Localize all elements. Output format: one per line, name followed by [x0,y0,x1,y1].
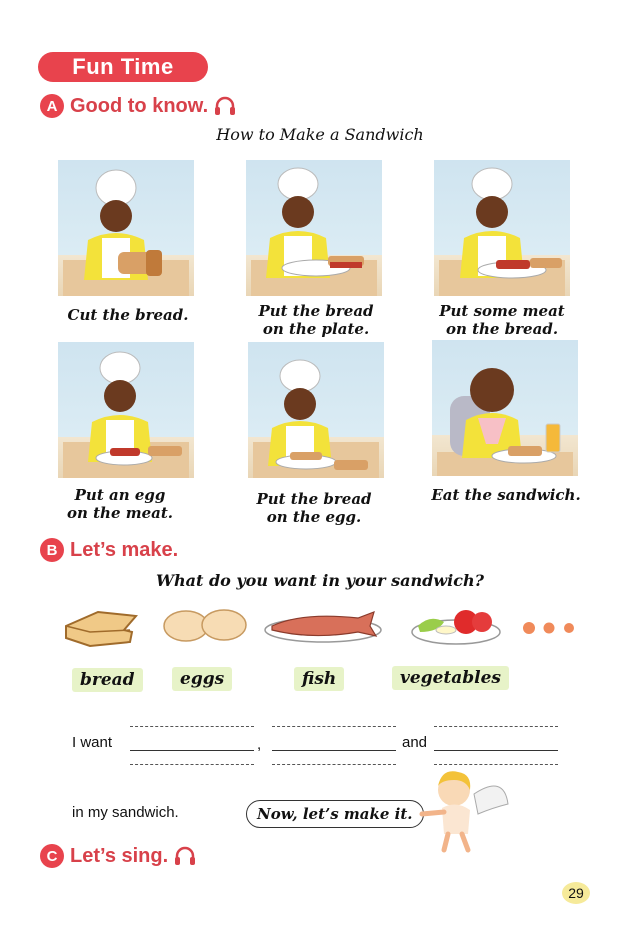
bread-picture [60,604,144,652]
step-6-caption: Eat the sandwich. [431,486,581,504]
sentence-end: in my sandwich. [72,804,179,821]
section-b-heading [40,538,178,562]
section-b-badge: B [40,538,64,562]
write-line-1-bottom [130,764,254,765]
section-c-title: Let’s sing. [70,844,169,867]
section-b-question: What do you want in your sandwich? [156,571,484,590]
and-word: and [402,734,428,751]
section-c-badge: C [40,844,64,868]
vegetables-picture [410,600,504,646]
step-4-caption: Put an egg on the meat. [66,486,174,522]
write-line-1-base[interactable] [130,750,254,751]
sentence-start: I want [72,734,113,751]
write-line-3-top [434,726,558,727]
angel-illustration [412,764,512,856]
word-bread: bread [72,668,143,692]
eggs-picture [162,608,248,644]
word-fish: fish [294,667,344,691]
headphone-icon[interactable] [214,96,236,116]
section-c-heading [40,844,196,868]
step-6-image [432,340,578,476]
section-b-title: Let’s make. [70,538,179,561]
write-line-3-base[interactable] [434,750,558,751]
headphone-icon[interactable] [174,846,196,866]
more-dots [522,621,578,635]
step-1-caption: Cut the bread. [67,306,189,324]
word-eggs: eggs [172,667,232,691]
step-2-image [246,160,382,296]
step-2-caption: Put the bread on the plate. [258,302,374,338]
section-a-title: Good to know. [70,94,209,117]
write-line-2-base[interactable] [272,750,396,751]
write-line-2-top [272,726,396,727]
section-a-subtitle: How to Make a Sandwich [216,125,424,144]
write-line-2-bottom [272,764,396,765]
step-4-image [58,342,194,478]
section-a-badge: A [40,94,64,118]
fun-time-banner: Fun Time [38,52,208,82]
comma: , [257,736,262,753]
page-number: 29 [562,882,590,904]
speech-bubble: Now, let’s make it. [246,800,424,828]
step-3-caption: Put some meat on the bread. [439,302,565,338]
word-vegetables: vegetables [392,666,509,690]
section-a-heading [40,94,236,118]
step-3-image [434,160,570,296]
step-5-caption: Put the bread on the egg. [256,490,372,526]
fish-picture [262,606,384,646]
step-5-image [248,342,384,478]
step-1-image [58,160,194,296]
write-line-1-top [130,726,254,727]
